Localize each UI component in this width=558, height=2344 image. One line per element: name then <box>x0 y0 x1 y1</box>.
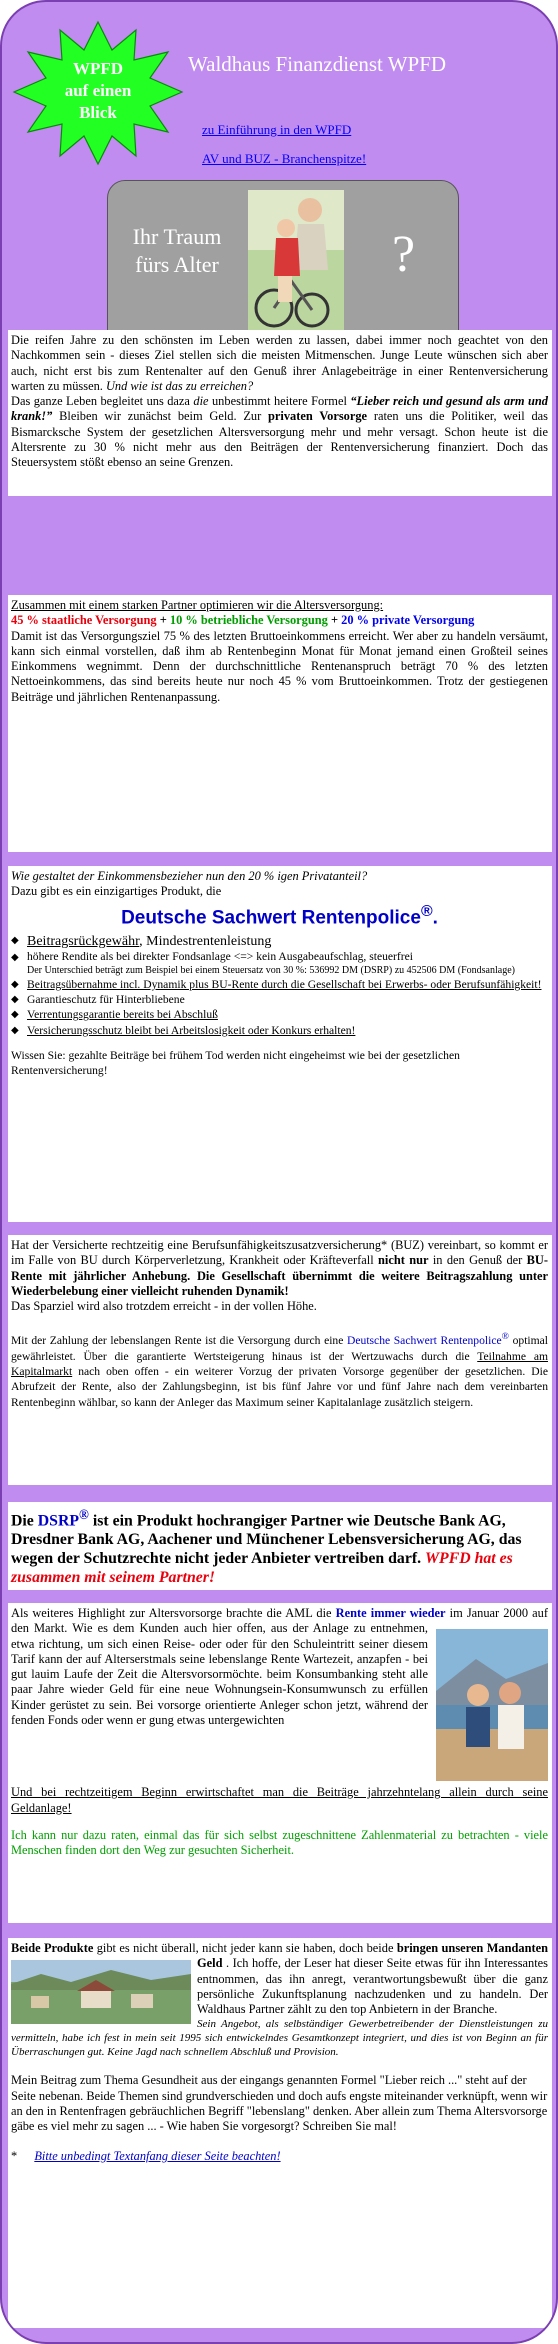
buz-savings: Das Sparziel wird also trotzdem erreicht - in der vollen Höhe. <box>11 1299 317 1314</box>
aml-rente-immer: Rente immer wieder <box>335 1606 446 1620</box>
bullet-note <box>11 965 548 977</box>
starburst-label <box>48 58 148 124</box>
formula-lead-2: unbestimmt heitere Formel <box>211 394 347 409</box>
dsrp-wpfd: WPFD hat es zusammen mit seinem Partner! <box>11 1550 513 1587</box>
diamond-bullet-icon: ◆ <box>11 978 19 990</box>
money-text-2: raten uns die Politiker, weil das Bismarcksche System der gesetzlichen Altersversorgung mehr und mehr versagt. Schon heute ist die Altersrente zu 30 % nicht mehr aus den Beiträgen der Rentenversicherung finanziert. Doch das Steuersystem stößt ebenso an seine Grenzen. <box>11 409 548 470</box>
buz-rente: BU-Rente mit jährlicher Anhebung <box>11 1253 548 1283</box>
intro-question: Und wie ist das zu erreichen? <box>105 378 254 393</box>
buz-takeover: . Die Gesellschaft übernimmt die weitere Beitragszahlung unter Wiederbelebung einer vielleicht ruhenden Dynamik! <box>11 1268 548 1298</box>
product-name-dot: . <box>432 906 438 928</box>
bullet-refund: Beitragsrückgewähr <box>27 933 140 949</box>
bullet-item <box>11 933 548 950</box>
bullet-item <box>11 992 548 1007</box>
photo-couple-beach <box>436 1629 548 1781</box>
dsrp-reg: ® <box>79 1507 89 1522</box>
banner <box>107 180 459 348</box>
lifelong-text-3: nach oben offen - ein weiterer Vorzug der privaten Vorsorge gegenüber der gesetzlichen. Die Abrufzeit der Rente, also der Zahlungsbeginn, ist bis fünf Jahre vor und fünf Jahre nach dem vereinbarten Rentenbeginn wählbar, so kann der Anleger das Maximum seiner Kapitalanlage zusätzlich steigern. <box>11 1364 548 1409</box>
lifelong-rent-block <box>11 1329 548 1409</box>
conclusion-beide: Beide Produkte <box>11 1941 94 1955</box>
intro-panel <box>8 330 552 496</box>
starburst-line-2: auf einen <box>64 81 132 100</box>
intro-text: Die reifen Jahre zu den schönsten im Leben werden zu lassen, dabei immer noch geachtet von den Nachkommen sein - dieses Ziel stellen sich die meisten Mitmenschen. Junge Leute wünschen sich aber auch, nicht erst bis zum Rentenalter auf den Genuß ihrer Anlagebeiträge in einer Rentenversicherung warten zu müssen. <box>11 333 548 393</box>
conclusion-panel <box>8 1938 552 2328</box>
lifelong-product: Deutsche Sachwert Rentenpolice <box>347 1334 502 1348</box>
bullet-item <box>11 950 548 965</box>
formula-lead-die: die <box>193 394 209 409</box>
buz-panel <box>8 1235 552 1485</box>
banner-photo-grandparents <box>248 190 344 338</box>
product-intro: Dazu gibt es ein einzigartiges Produkt, die <box>11 884 222 899</box>
partner-panel <box>8 595 552 852</box>
plus-sign: + <box>159 613 167 628</box>
bullet-return: höhere Rendite als bei direkter Fondsanlage <=> kein Ausgabeaufschlag, steuerfrei <box>27 949 413 963</box>
registered-mark: ® <box>420 902 433 920</box>
conclusion-health: Mein Beitrag zum Thema Gesundheit aus der eingangs genannten Formel "Lieber reich ..." steht auf der Seite nebenan. Beide Themen sind grundverschieden und doch aufs engste miteinander verknüpft, wenn wir an den in Rentenfragen gebräuchlichen Begriff "lebenslang" denken. Aber allein zum Thema Altersvorsorge gäbe es viel mehr zu sagen ... - Wie haben Sie vorgesorgt? Schreiben Sie mal! <box>11 2073 548 2134</box>
intro-link[interactable]: zu Einführung in den WPFD <box>202 122 352 137</box>
lifelong-reg: ® <box>501 1331 509 1343</box>
lifelong-text-2: optimal gewährleistet. Über die garantierte Wertsteigerung hinaus ist der Wertzuwachs durch die <box>11 1334 549 1363</box>
aml-text-2: im Januar 2000 auf den Markt. Wie es dem Kunden auch hier offen, aus der Anlage zu entnehmen, etwa richtung, um sich einen Reise- oder oder für den Schuleintritt seiner diesem Tarif kann der auf Alterserstmals seine lebenslange Rente Wartezeit, anzapfen - bei gut lauim Laufe der Zeit die Altersvorsormöchte. <box>11 1606 548 1682</box>
bullet-insurance: Versicherungsschutz bleibt bei Arbeitslosigkeit oder Konkurs erhalten! <box>27 1023 356 1037</box>
conclusion-text-2: . Ich hoffe, der Leser hat dieser Seite etwas für ihn Interessantes entnommen, das ihn anregt, verantwortungsbewußt über die ganz persönliche Zukunftsplanung nachzudenken und zu handeln. Der Waldhaus Partner zählt zu den top Anbietern in der Branche. <box>197 1956 548 2017</box>
footer-note <box>11 2149 548 2164</box>
dsrp-name: DSRP <box>37 1512 80 1530</box>
lifelong-text-1: Mit der Zahlung der lebenslangen Rente ist die Versorgung durch eine <box>11 1334 344 1348</box>
aml-advice: Ich kann nur dazu raten, einmal das für sich selbst zugeschnittene Zahlenmaterial zu betrachten - viele Menschen finden dort den Weg zur gesuchten Sicherheit. <box>11 1827 548 1858</box>
bullet-item <box>11 977 548 992</box>
bullet-item <box>11 1007 548 1022</box>
photo-village <box>11 1960 191 2024</box>
bullet-guarantee: Garantieschutz für Hinterbliebene <box>27 992 185 1006</box>
private-share: 20 % private Versorgung <box>341 613 475 628</box>
conclusion-text-1: gibt es nicht überall, nicht jeder kann sie haben, doch beide <box>96 1941 394 1955</box>
diamond-bullet-icon: ◆ <box>11 993 19 1005</box>
bullet-item <box>11 1023 548 1038</box>
diamond-bullet-icon: ◆ <box>11 1024 19 1036</box>
banner-left-text: Ihr Traum fürs Alter <box>132 224 222 277</box>
bullet-takeover: Beitragsübernahme incl. Dynamik plus BU-Rente durch die Gesellschaft bei Erwerbs- oder Berufsunfähigkeit! <box>27 977 542 991</box>
aml-text-3: beim Konsumbanking steht alle paar Jahre wieder Geld für eine neue Wohnungsein-Konsumwunsch zu erfüllen Kinder gerüstet zu sein. Bei vorsorge orientierte Anleger schon jetzt, während der fenden Fonds oder wenn er gung etwas untergewichten <box>11 1667 428 1728</box>
diamond-bullet-icon: ◆ <box>11 1009 19 1021</box>
partner-body: Damit ist das Versorgungsziel 75 % des letzten Bruttoeinkommens erreicht. Wer aber zu handeln versäumt, kann sich einmal vorstellen, daß ihm ab Rentenbeginn Monat für Monat jemand einen Großteil seines Einkommens wegnimmt. Denn der durchschnittliche Rentenanspruch beträgt 70 % des letzten Nettoeinkommens, das sind bereits heute nur noch 45 % vom Bruttoeinkommen. Trotz der gestiegenen Beiträge und jährlichen Rentenanpassung. <box>11 628 548 704</box>
state-share: 45 % staatliche Versorgung <box>11 613 157 628</box>
wpfd-starburst[interactable] <box>8 18 188 168</box>
site-title: Waldhaus Finanzdienst WPFD <box>188 52 447 76</box>
partner-heading: Zusammen mit einem starken Partner optimieren wir die Altersversorgung: <box>11 598 384 612</box>
aml-panel <box>8 1603 552 1923</box>
buz-nicht-nur: nicht nur <box>378 1253 429 1268</box>
product-outro: Wissen Sie: gezahlte Beiträge bei frühem Tod werden nicht eingeheimst wie bei der gesetzlichen Rentenversicherung! <box>11 1048 460 1077</box>
privatanteil-question: Wie gestaltet der Einkommensbezieher nun den 20 % igen Privatanteil? <box>11 869 368 883</box>
starburst-line-3: Blick <box>79 103 117 122</box>
dsrp-die: Die <box>11 1512 34 1530</box>
aml-funding: Und bei rechtzeitigem Beginn erwirtschaftet man die Beiträge jahrzehntelang allein durch seine Geldanlage! <box>11 1785 548 1815</box>
lifelong-kapitalmarkt: Teilnahme am Kapitalmarkt <box>11 1349 548 1378</box>
footer-star: * <box>11 2148 18 2163</box>
bullet-refund-rest: , Mindestrentenleistung <box>139 933 272 949</box>
dsrp-panel <box>8 1502 552 1590</box>
company-share: 10 % betriebliche Versorgung <box>169 613 328 628</box>
dsrp-partners: ist ein Produkt hochrangiger Partner wie Deutsche Bank AG, Dresdner Bank AG, Aachener und Münchener Lebensversicherung AG, das wegen der Schutzrechte nicht jeder Anbieter vertreiben darf. <box>11 1512 522 1568</box>
diamond-bullet-icon: ◆ <box>11 934 19 946</box>
money-text: Bleiben wir zunächst beim Geld. Zur <box>59 409 262 424</box>
footer-link[interactable]: Bitte unbedingt Textanfang dieser Seite beachten! <box>34 2148 281 2163</box>
conclusion-money: bringen unseren Mandanten Geld <box>197 1941 548 1971</box>
aml-text-1: Als weiteres Highlight zur Altersvorsorge brachte die AML die <box>11 1606 332 1620</box>
diamond-bullet-icon: ◆ <box>11 951 19 963</box>
av-buz-link[interactable]: AV und BUZ - Branchenspitze! <box>202 151 367 166</box>
starburst-line-1: WPFD <box>72 59 124 78</box>
buz-text-1: Hat der Versicherte rechtzeitig eine Berufsunfähigkeitszusatzversicherung* (BUZ) vereinbart, so kommt er im Falle von BU durch Körperverletzung, Krankheit oder Kräfteverfall <box>11 1238 548 1268</box>
product-panel <box>8 866 552 1222</box>
product-name-text: Deutsche Sachwert Rentenpolice <box>121 906 421 928</box>
plus-sign: + <box>330 613 339 628</box>
product-name <box>11 901 548 929</box>
bullet-annuity: Verrentungsgarantie bereits bei Abschluß <box>27 1008 218 1022</box>
formula-quote: “Lieber reich und gesund als arm und krank!” <box>11 394 548 424</box>
banner-question-mark: ? <box>392 226 416 283</box>
bullet-return-note: Der Unterschied beträgt zum Beispiel bei einem Steuersatz von 30 %: 536992 DM (DSRP) zu 452506 DM (Fondsanlage) <box>27 964 515 976</box>
dsrp-text <box>11 1505 548 1587</box>
private-vorsorge: privaten Vorsorge <box>268 409 368 424</box>
formula-lead: Das ganze Leben begleitet uns daza <box>11 394 190 409</box>
buz-text-2: in den Genuß der <box>432 1253 523 1268</box>
conclusion-note: Sein Angebot, als selbständiger Gewerbetreibender der Dienstleistungen zu vermitteln, habe ich fest in mein seit 1995 sich entwickelndes Gesamtkonzept integriert, und dies ist von Beginn an für Überraschungen gut. Keine Jagd nach schnellem Abschluß und Provision. <box>11 2018 548 2059</box>
